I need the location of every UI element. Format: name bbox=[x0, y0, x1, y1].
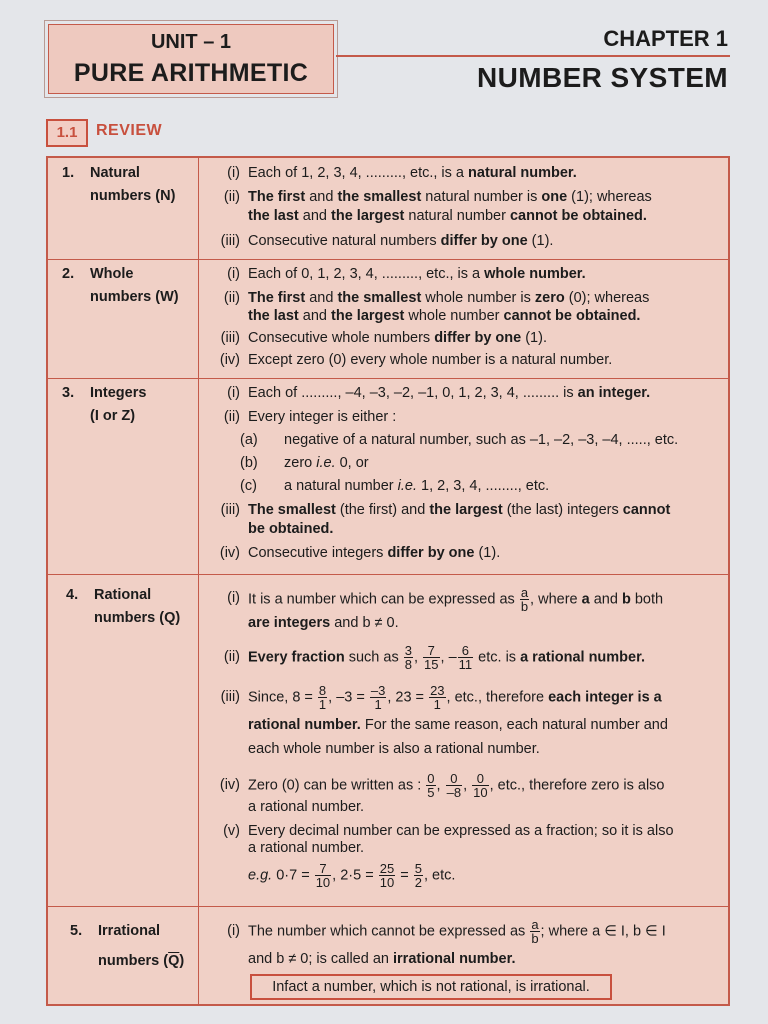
review-table bbox=[46, 156, 730, 1006]
term-cell bbox=[48, 158, 199, 259]
chapter-label: CHAPTER 1 bbox=[603, 26, 728, 51]
table-row-irrational bbox=[48, 906, 728, 1004]
term-cell bbox=[48, 378, 199, 574]
term-cell bbox=[48, 906, 199, 1004]
section-title: REVIEW bbox=[96, 122, 163, 139]
term-cell bbox=[48, 259, 199, 378]
term-rational: 4. Rational numbers (Q) bbox=[66, 587, 181, 626]
term-irrational: 5. Irrational numbers $(\overline{Q})$ bbox=[70, 923, 185, 969]
definition-cell: (i) It is a number which can be expressed as $\frac{a}{b}$ , where a and b both are integers and b ≠ 0. (ii) Every fraction such as $\frac{3}{8}$ , $\frac{7}{15}$ , – $\frac{6}{11}$ etc. is a rational number. (iii) Since, 8 = $\frac{8}{1}$ , –3 = $\frac{-3}{1}$ , 23 = $\frac{23}{1}$ , etc., therefore each integer is a rational number. For the same reason, each natural number and each whole number is also a rational number. (iv) Zero (0) can be written as : $\frac{0}{5}$ , $\frac{0}{-8}$ , $\frac{0}{10}$ , etc., therefore zero is also a rational number. (v) Every decimal number can be expressed as a fraction; so it is also a rational number. e.g. 0·7 = $\frac{7}{10}$ , 2·5 = $\frac{25}{10}$ = $\frac{5}{2}$ , etc. bbox=[219, 585, 674, 890]
definition-cell: (i) Each of ........., –4, –3, –2, –1, 0, 1, 2, 3, 4, ......... is an integer. (ii) Every integer is either : (a) negative of a natural number, such as –1, –2, –3, –4, ....., etc. (b) zero i.e. 0, or (c) a natural number i.e. 1, 2, 3, 4, ........, etc. (iii) The smallest (the first) and the largest (the last) integers cannot be obtained. (iv) Consecutive integers differ by one (1). bbox=[219, 385, 679, 561]
highlight-box: Infact a number, which is not rational, is irrational. bbox=[250, 974, 612, 1000]
unit-box bbox=[44, 20, 338, 98]
definition-cell: (i) The number which cannot be expressed as $\frac{a}{b}$ ; where a ∈ I, b ∈ I and b ≠ 0; is called an irrational number. Infact a number, which is not rational, is irrational. bbox=[200, 906, 722, 1004]
term-natural: 1. Natural numbers (N) bbox=[62, 165, 176, 204]
table-row-integers bbox=[48, 378, 728, 575]
term-whole: 2. Whole numbers (W) bbox=[62, 266, 179, 305]
unit-title: PURE ARITHMETIC bbox=[73, 59, 309, 87]
term-integers: 3. Integers (I or Z) bbox=[62, 385, 147, 424]
section-number: 1.1 bbox=[46, 119, 88, 147]
table-row-natural bbox=[48, 158, 728, 260]
fraction: $\frac{a}{b}$ bbox=[520, 585, 529, 614]
header-rule bbox=[336, 55, 730, 57]
chapter-title: NUMBER SYSTEM bbox=[477, 62, 728, 93]
table-row-rational bbox=[48, 574, 728, 907]
term-cell bbox=[48, 574, 199, 906]
table-row-whole bbox=[48, 259, 728, 379]
unit-label: UNIT – 1 bbox=[150, 31, 232, 53]
definition-cell: (i) Each of 0, 1, 2, 3, 4, ........., etc., is a whole number. (ii) The first and the smallest whole number is zero (0); whereas the last and the largest whole number cannot be obtained. (iii) Consecutive whole numbers differ by one (1). (iv) Except zero (0) every whole number is a natural number. bbox=[219, 266, 650, 368]
definition-cell: (i) Each of 1, 2, 3, 4, ........., etc., is a natural number. (ii) The first and the smallest natural number is one (1); whereas the last and the largest natural number cannot be obtained. (iii) Consecutive natural numbers differ by one (1). bbox=[220, 165, 652, 249]
